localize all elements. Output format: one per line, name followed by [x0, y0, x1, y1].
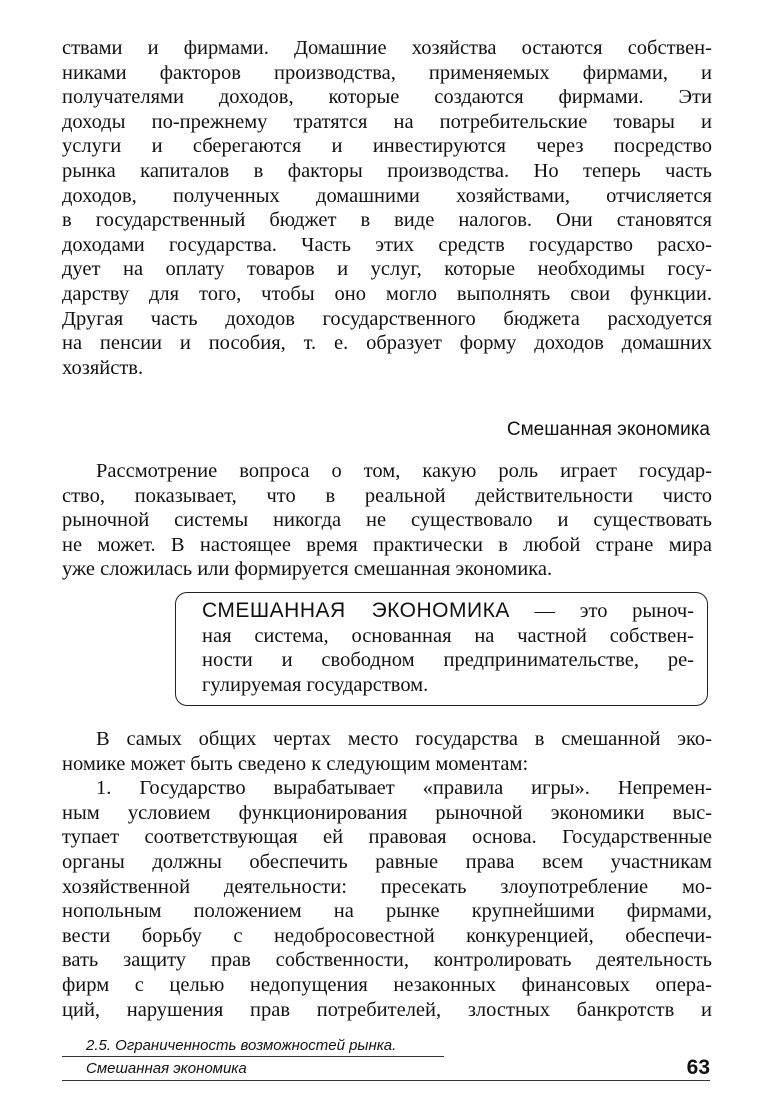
text-line: ций, нарушения прав потребителей, злостных банкротств и — [62, 998, 712, 1021]
running-footer-section: 2.5. Ограниченность возможностей рынка. — [86, 1037, 397, 1054]
text-line: доходы по-прежнему тратятся на потребительские товары и — [62, 110, 712, 133]
paragraph-mixed-economy-intro — [62, 459, 712, 582]
definition-line — [202, 599, 694, 624]
footer-rule-short — [62, 1056, 444, 1057]
text-line: номике может быть сведено к следующим моментам: — [62, 752, 529, 775]
text-line: органы должны обеспечить равные права всем участникам — [62, 850, 712, 873]
text-line: доходов, полученных домашними хозяйствами, отчисляется — [62, 184, 712, 207]
footer-rule-long — [62, 1080, 710, 1081]
text-line: рыночной системы никогда не существовало и существовать — [62, 509, 712, 532]
definition-term: СМЕШАННАЯ ЭКОНОМИКА — [202, 599, 510, 622]
text-line: фирм с целью недопущения незаконных финансовых опера- — [62, 973, 712, 996]
paragraph-households — [62, 36, 712, 380]
section-heading: Смешанная экономика — [506, 419, 710, 440]
text-line: на пенсии и пособия, т. е. образует форму доходов домашних — [62, 332, 712, 355]
text-line: Рассмотрение вопроса о том, какую роль играет государ- — [96, 460, 712, 482]
text-line: рынка капиталов в факторы производства. Но теперь часть — [62, 159, 712, 182]
definition-term-rest: — это рыноч- — [509, 600, 694, 622]
text-line: услуги и сберегаются и инвестируются через посредство — [62, 135, 712, 158]
text-line: 1. Государство вырабатывает «правила игры». Непремен- — [96, 777, 712, 800]
running-footer-subsection: Смешанная экономика — [86, 1060, 247, 1077]
text-line: вать защиту прав собственности, контролировать деятельность — [62, 949, 712, 972]
definition-line: гулируемая государством. — [202, 673, 429, 696]
text-line: вести борьбу с недобросовестной конкуренцией, обеспечи- — [62, 924, 712, 947]
text-line: хозяйственной деятельности: пресекать злоупотребление мо- — [62, 875, 712, 898]
text-line: уже сложилась или формируется смешанная экономика. — [62, 558, 553, 581]
text-line: в государственный бюджет в виде налогов. Они становятся — [62, 209, 712, 232]
text-line: получателями доходов, которые создаются фирмами. Эти — [62, 86, 712, 109]
text-line: хозяйств. — [62, 356, 144, 379]
paragraph-state-role — [62, 727, 712, 1022]
definition-line: ная система, основанная на частной собствен- — [202, 624, 694, 647]
text-line: Другая часть доходов государственного бюджета расходуется — [62, 307, 712, 330]
text-line: тупает соответствующая ей правовая основа. Государственные — [62, 826, 712, 849]
definition-text — [202, 599, 694, 697]
text-line: нопольным положением на рынке крупнейшими фирмами, — [62, 900, 712, 923]
text-line: В самых общих чертах место государства в смешанной эко- — [96, 728, 712, 750]
text-line: дует на оплату товаров и услуг, которые необходимы госу- — [62, 258, 712, 281]
text-line: доходами государства. Часть этих средств государство расхо- — [62, 233, 712, 256]
text-line: ствами и фирмами. Домашние хозяйства остаются собствен- — [62, 37, 712, 59]
definition-line: ности и свободном предпринимательстве, ре- — [202, 649, 694, 672]
text-line: дарству для того, чтобы оно могло выполнять свои функции. — [62, 282, 712, 305]
text-line: никами факторов производства, применяемых фирмами, и — [62, 61, 712, 84]
text-line: не может. В настоящее время практически в любой стране мира — [62, 533, 712, 556]
text-line: ство, показывает, что в реальной действительности чисто — [62, 484, 712, 507]
page-number: 63 — [686, 1056, 710, 1079]
text-line: ным условием функционирования рыночной экономики выс- — [62, 801, 712, 824]
